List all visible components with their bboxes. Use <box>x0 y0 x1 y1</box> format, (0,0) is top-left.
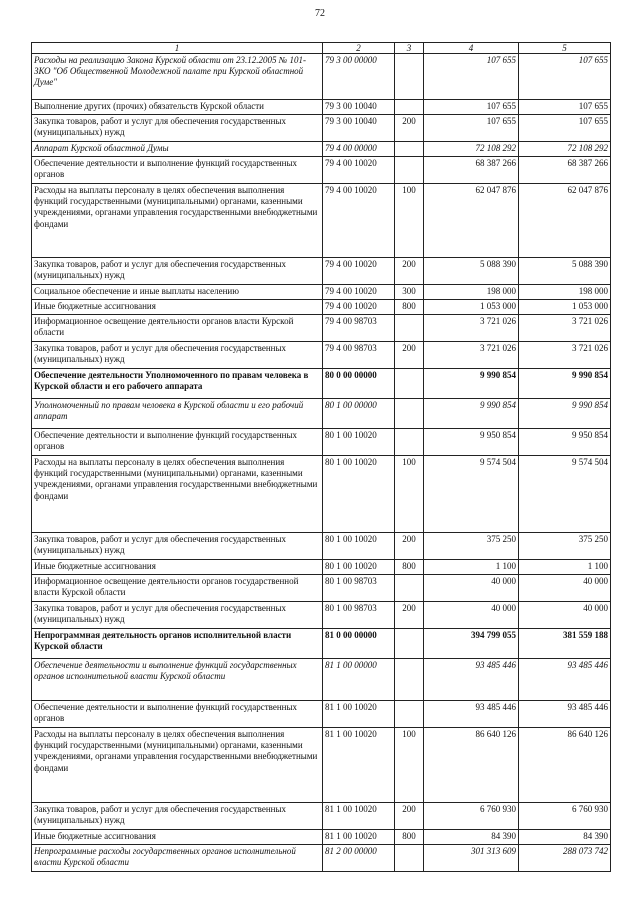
row-name: Закупка товаров, работ и услуг для обеспечения государственных (муниципальных) нужд <box>32 533 323 560</box>
row-amount-col5: 9 990 854 <box>519 399 611 429</box>
row-amount-col5: 3 721 026 <box>519 315 611 342</box>
table-row <box>32 115 611 142</box>
row-code: 79 4 00 10020 <box>323 300 395 315</box>
row-expense-type <box>395 845 424 872</box>
row-name: Выполнение других (прочих) обязательств Курской области <box>32 100 323 115</box>
row-expense-type <box>395 142 424 157</box>
row-amount-col4: 93 485 446 <box>424 659 519 701</box>
row-expense-type <box>395 399 424 429</box>
row-expense-type: 200 <box>395 115 424 142</box>
row-amount-col5: 72 108 292 <box>519 142 611 157</box>
row-amount-col4: 107 655 <box>424 100 519 115</box>
row-amount-col5: 107 655 <box>519 54 611 100</box>
table-row <box>32 659 611 701</box>
row-expense-type: 800 <box>395 830 424 845</box>
row-amount-col5: 1 053 000 <box>519 300 611 315</box>
row-amount-col4: 1 053 000 <box>424 300 519 315</box>
row-name: Непрограммная деятельность органов исполнительной власти Курской области <box>32 629 323 659</box>
row-amount-col5: 62 047 876 <box>519 184 611 258</box>
row-expense-type: 200 <box>395 342 424 369</box>
row-code: 79 4 00 98703 <box>323 315 395 342</box>
table-row <box>32 399 611 429</box>
row-amount-col4: 301 313 609 <box>424 845 519 872</box>
row-code: 81 1 00 10020 <box>323 830 395 845</box>
table-header-row <box>32 43 611 54</box>
table-row <box>32 701 611 728</box>
row-code: 81 0 00 00000 <box>323 629 395 659</box>
table-row <box>32 184 611 258</box>
row-name: Уполномоченный по правам человека в Курской области и его рабочий аппарат <box>32 399 323 429</box>
row-amount-col5: 93 485 446 <box>519 701 611 728</box>
row-expense-type <box>395 701 424 728</box>
row-code: 79 4 00 10020 <box>323 184 395 258</box>
row-amount-col4: 40 000 <box>424 575 519 602</box>
row-amount-col4: 107 655 <box>424 54 519 100</box>
table-row <box>32 142 611 157</box>
row-name: Обеспечение деятельности и выполнение функций государственных органов <box>32 429 323 456</box>
row-code: 81 1 00 00000 <box>323 659 395 701</box>
row-name: Социальное обеспечение и иные выплаты населению <box>32 285 323 300</box>
row-code: 79 4 00 10020 <box>323 285 395 300</box>
row-name: Расходы на реализацию Закона Курской области от 23.12.2005 № 101-ЗКО "Об Общественной Молодежной палате при Курской областной Думе" <box>32 54 323 100</box>
header-col-3: 3 <box>395 43 424 54</box>
row-name: Обеспечение деятельности и выполнение функций государственных органов <box>32 157 323 184</box>
row-amount-col5: 381 559 188 <box>519 629 611 659</box>
row-amount-col5: 68 387 266 <box>519 157 611 184</box>
row-code: 79 3 00 10040 <box>323 115 395 142</box>
table-row <box>32 157 611 184</box>
row-amount-col5: 5 088 390 <box>519 258 611 285</box>
row-code: 80 1 00 00000 <box>323 399 395 429</box>
table-row <box>32 429 611 456</box>
row-name: Расходы на выплаты персоналу в целях обеспечения выполнения функций государственными (муниципальными) органами, казенными учреждениями, органами управления государственными внебюджетными фондами <box>32 456 323 533</box>
row-name: Непрограммные расходы государственных органов исполнительной власти Курской области <box>32 845 323 872</box>
row-name: Обеспечение деятельности и выполнение функций государственных органов <box>32 701 323 728</box>
row-expense-type <box>395 100 424 115</box>
row-expense-type: 200 <box>395 602 424 629</box>
row-amount-col5: 107 655 <box>519 100 611 115</box>
row-amount-col4: 1 100 <box>424 560 519 575</box>
table-row <box>32 315 611 342</box>
row-name: Информационное освещение деятельности органов государственной власти Курской области <box>32 575 323 602</box>
row-amount-col4: 84 390 <box>424 830 519 845</box>
row-expense-type <box>395 369 424 399</box>
table-row <box>32 803 611 830</box>
row-amount-col4: 107 655 <box>424 115 519 142</box>
row-name: Закупка товаров, работ и услуг для обеспечения государственных (муниципальных) нужд <box>32 602 323 629</box>
row-code: 80 1 00 10020 <box>323 560 395 575</box>
row-amount-col4: 198 000 <box>424 285 519 300</box>
row-amount-col5: 9 574 504 <box>519 456 611 533</box>
header-col-2: 2 <box>323 43 395 54</box>
row-code: 81 1 00 10020 <box>323 728 395 803</box>
row-amount-col5: 9 950 854 <box>519 429 611 456</box>
row-amount-col5: 3 721 026 <box>519 342 611 369</box>
header-col-1: 1 <box>32 43 323 54</box>
row-amount-col4: 62 047 876 <box>424 184 519 258</box>
row-amount-col4: 68 387 266 <box>424 157 519 184</box>
row-expense-type: 800 <box>395 560 424 575</box>
table-body <box>32 54 611 872</box>
table-row <box>32 258 611 285</box>
row-expense-type: 200 <box>395 803 424 830</box>
table-row <box>32 575 611 602</box>
row-expense-type <box>395 315 424 342</box>
row-amount-col5: 1 100 <box>519 560 611 575</box>
row-name: Закупка товаров, работ и услуг для обеспечения государственных (муниципальных) нужд <box>32 342 323 369</box>
row-amount-col5: 198 000 <box>519 285 611 300</box>
row-amount-col5: 40 000 <box>519 575 611 602</box>
table-row <box>32 54 611 100</box>
row-amount-col5: 288 073 742 <box>519 845 611 872</box>
row-name: Закупка товаров, работ и услуг для обеспечения государственных (муниципальных) нужд <box>32 258 323 285</box>
row-code: 79 4 00 10020 <box>323 258 395 285</box>
row-name: Обеспечение деятельности и выполнение функций государственных органов исполнительной власти Курской области <box>32 659 323 701</box>
row-code: 81 2 00 00000 <box>323 845 395 872</box>
row-amount-col5: 6 760 930 <box>519 803 611 830</box>
row-name: Иные бюджетные ассигнования <box>32 300 323 315</box>
row-amount-col4: 93 485 446 <box>424 701 519 728</box>
row-code: 79 3 00 00000 <box>323 54 395 100</box>
row-name: Закупка товаров, работ и услуг для обеспечения государственных (муниципальных) нужд <box>32 115 323 142</box>
row-amount-col4: 9 990 854 <box>424 369 519 399</box>
row-amount-col4: 375 250 <box>424 533 519 560</box>
table-row <box>32 845 611 872</box>
row-amount-col4: 9 950 854 <box>424 429 519 456</box>
row-name: Расходы на выплаты персоналу в целях обеспечения выполнения функций государственными (муниципальными) органами, казенными учреждениями, органами управления государственными внебюджетными фондами <box>32 728 323 803</box>
row-amount-col5: 84 390 <box>519 830 611 845</box>
row-code: 80 0 00 00000 <box>323 369 395 399</box>
table-row <box>32 830 611 845</box>
row-amount-col5: 107 655 <box>519 115 611 142</box>
row-amount-col4: 40 000 <box>424 602 519 629</box>
row-amount-col4: 72 108 292 <box>424 142 519 157</box>
table-row <box>32 533 611 560</box>
table-row <box>32 456 611 533</box>
row-code: 80 1 00 10020 <box>323 456 395 533</box>
row-name: Закупка товаров, работ и услуг для обеспечения государственных (муниципальных) нужд <box>32 803 323 830</box>
row-code: 80 1 00 98703 <box>323 575 395 602</box>
row-amount-col5: 375 250 <box>519 533 611 560</box>
row-expense-type: 100 <box>395 184 424 258</box>
table-row <box>32 100 611 115</box>
row-code: 81 1 00 10020 <box>323 701 395 728</box>
row-expense-type <box>395 157 424 184</box>
row-amount-col5: 9 990 854 <box>519 369 611 399</box>
table-row <box>32 602 611 629</box>
row-code: 80 1 00 98703 <box>323 602 395 629</box>
row-name: Иные бюджетные ассигнования <box>32 560 323 575</box>
row-expense-type: 100 <box>395 456 424 533</box>
row-code: 79 4 00 00000 <box>323 142 395 157</box>
row-amount-col4: 9 574 504 <box>424 456 519 533</box>
row-amount-col4: 86 640 126 <box>424 728 519 803</box>
row-amount-col4: 3 721 026 <box>424 342 519 369</box>
row-amount-col4: 5 088 390 <box>424 258 519 285</box>
row-expense-type: 100 <box>395 728 424 803</box>
table-row <box>32 560 611 575</box>
row-expense-type: 800 <box>395 300 424 315</box>
row-amount-col5: 40 000 <box>519 602 611 629</box>
row-expense-type <box>395 429 424 456</box>
row-amount-col5: 86 640 126 <box>519 728 611 803</box>
page-number: 72 <box>315 8 325 19</box>
table-row <box>32 300 611 315</box>
row-amount-col4: 9 990 854 <box>424 399 519 429</box>
table-row <box>32 285 611 300</box>
row-amount-col4: 6 760 930 <box>424 803 519 830</box>
row-expense-type <box>395 659 424 701</box>
row-expense-type <box>395 54 424 100</box>
header-col-5: 5 <box>519 43 611 54</box>
row-name: Расходы на выплаты персоналу в целях обеспечения выполнения функций государственными (муниципальными) органами, казенными учреждениями, органами управления государственными внебюджетными фондами <box>32 184 323 258</box>
row-amount-col4: 3 721 026 <box>424 315 519 342</box>
row-code: 79 3 00 10040 <box>323 100 395 115</box>
row-expense-type: 200 <box>395 533 424 560</box>
budget-table <box>31 42 611 872</box>
row-code: 80 1 00 10020 <box>323 429 395 456</box>
header-col-4: 4 <box>424 43 519 54</box>
table-row <box>32 369 611 399</box>
table-row <box>32 342 611 369</box>
table-row <box>32 629 611 659</box>
row-name: Информационное освещение деятельности органов власти Курской области <box>32 315 323 342</box>
row-name: Обеспечение деятельности Уполномоченного по правам человека в Курской области и его рабочего аппарата <box>32 369 323 399</box>
row-amount-col5: 93 485 446 <box>519 659 611 701</box>
row-code: 81 1 00 10020 <box>323 803 395 830</box>
row-code: 79 4 00 98703 <box>323 342 395 369</box>
row-code: 80 1 00 10020 <box>323 533 395 560</box>
row-expense-type: 300 <box>395 285 424 300</box>
row-expense-type <box>395 629 424 659</box>
row-name: Аппарат Курской областной Думы <box>32 142 323 157</box>
row-expense-type: 200 <box>395 258 424 285</box>
row-name: Иные бюджетные ассигнования <box>32 830 323 845</box>
row-expense-type <box>395 575 424 602</box>
row-code: 79 4 00 10020 <box>323 157 395 184</box>
table-row <box>32 728 611 803</box>
row-amount-col4: 394 799 055 <box>424 629 519 659</box>
